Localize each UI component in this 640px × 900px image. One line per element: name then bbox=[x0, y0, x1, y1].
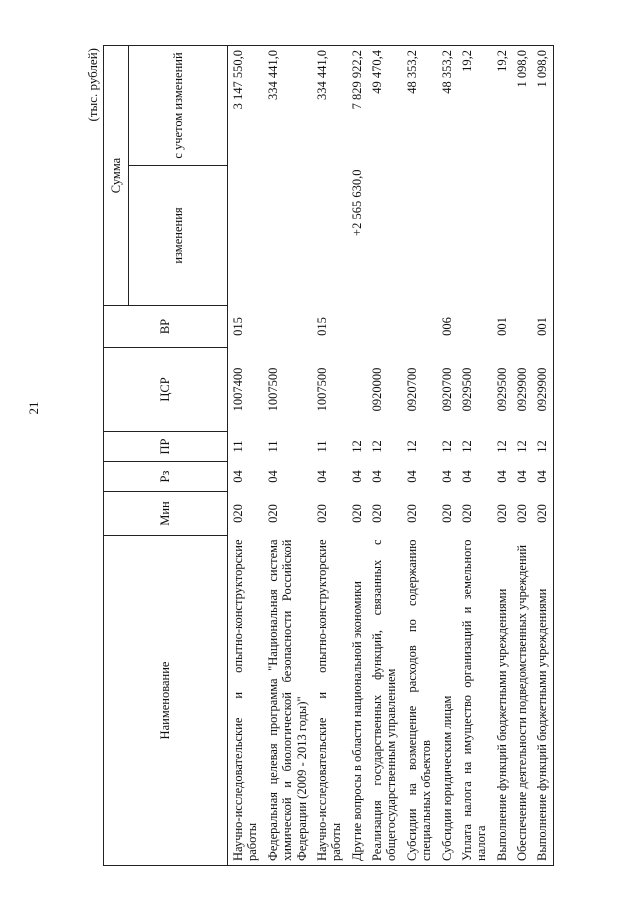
table-row bbox=[492, 46, 512, 866]
row-rz: 04 bbox=[404, 470, 419, 483]
row-name: Реализация государственных функций, связанных с общегосударственным управлением bbox=[367, 536, 402, 866]
row-vr bbox=[402, 306, 437, 348]
row-vr bbox=[512, 306, 532, 348]
row-pr: 11 bbox=[314, 440, 329, 453]
row-rz: 04 bbox=[370, 470, 384, 483]
row-min: 020 bbox=[265, 504, 280, 523]
row-min: 020 bbox=[349, 504, 364, 523]
table-row bbox=[228, 46, 263, 866]
header-changes: изменения bbox=[129, 166, 228, 306]
row-csr: 0929500 bbox=[494, 367, 509, 412]
table-row bbox=[457, 46, 492, 866]
row-name: Обеспечение деятельности подведомственных учреждений bbox=[512, 536, 532, 866]
row-name: Федеральная целевая программа "Национальная система химической и биологической безопасности Российской Федерации (2009 - 2013 годы)" bbox=[263, 536, 312, 866]
row-vr bbox=[457, 306, 492, 348]
header-sum-group: Сумма bbox=[104, 46, 129, 306]
row-name: Субсидии юридическим лицам bbox=[437, 536, 457, 866]
row-pr: 12 bbox=[349, 440, 364, 453]
row-change bbox=[532, 166, 553, 306]
table-row bbox=[437, 46, 457, 866]
row-csr: 0929900 bbox=[515, 367, 529, 412]
row-csr: 0920000 bbox=[370, 367, 384, 412]
budget-table bbox=[103, 45, 554, 866]
row-name: Выполнение функций бюджетными учреждениями bbox=[492, 536, 512, 866]
row-total: 3 147 550,0 bbox=[228, 46, 263, 166]
row-vr: 001 bbox=[494, 317, 509, 336]
row-change bbox=[512, 166, 532, 306]
row-rz: 04 bbox=[314, 470, 329, 483]
row-min: 020 bbox=[532, 492, 553, 536]
row-rz: 04 bbox=[494, 470, 509, 483]
row-name: Уплата налога на имущество организаций и земельного налога bbox=[457, 536, 492, 866]
row-total: 334 441,0 bbox=[312, 46, 347, 166]
row-total: 334 441,0 bbox=[263, 46, 312, 166]
row-min: 020 bbox=[439, 504, 454, 523]
row-change: +2 565 630,0 bbox=[349, 169, 364, 236]
row-csr: 0929500 bbox=[459, 367, 474, 412]
row-name: Научно-исследовательские и опытно-конструкторские работы bbox=[228, 536, 263, 866]
row-total: 1 098,0 bbox=[512, 46, 532, 166]
header-pr: ПР bbox=[104, 432, 228, 462]
row-name: Субсидии на возмещение расходов по содержанию специальных объектов bbox=[402, 536, 437, 866]
row-csr: 0929900 bbox=[532, 348, 553, 432]
row-total: 49 470,4 bbox=[367, 46, 402, 166]
table-row bbox=[512, 46, 532, 866]
row-csr: 1007400 bbox=[231, 367, 245, 412]
row-rz: 04 bbox=[532, 462, 553, 492]
row-vr: 006 bbox=[439, 317, 454, 336]
table-row bbox=[402, 46, 437, 866]
header-rz: Рз bbox=[104, 462, 228, 492]
header-vr: ВР bbox=[104, 306, 228, 348]
row-vr bbox=[263, 306, 312, 348]
row-csr: 1007500 bbox=[314, 367, 329, 412]
table-row bbox=[347, 46, 367, 866]
page-number: 21 bbox=[26, 401, 41, 415]
row-csr bbox=[347, 348, 367, 432]
row-min: 020 bbox=[370, 504, 384, 523]
row-total: 19,2 bbox=[457, 46, 492, 166]
header-csr: ЦСР bbox=[104, 348, 228, 432]
row-csr: 0920700 bbox=[439, 367, 454, 412]
table-body bbox=[228, 46, 554, 866]
table-header bbox=[104, 46, 228, 866]
table-row bbox=[532, 46, 553, 866]
row-total: 7 829 922,2 bbox=[347, 46, 367, 166]
row-rz: 04 bbox=[515, 470, 529, 483]
row-name: Другие вопросы в области национальной экономики bbox=[347, 536, 367, 866]
header-min: Мин bbox=[104, 492, 228, 536]
row-pr: 12 bbox=[439, 440, 454, 453]
units-label: (тыс. рублей) bbox=[85, 48, 100, 122]
row-rz: 04 bbox=[439, 470, 454, 483]
row-total: 48 353,2 bbox=[437, 46, 457, 166]
row-rz: 04 bbox=[459, 470, 474, 483]
row-rz: 04 bbox=[265, 470, 280, 483]
row-change bbox=[228, 166, 263, 306]
row-csr: 0920700 bbox=[404, 367, 419, 412]
table-row bbox=[263, 46, 312, 866]
row-min: 020 bbox=[494, 504, 509, 523]
row-rz: 04 bbox=[231, 470, 245, 483]
row-min: 020 bbox=[314, 504, 329, 523]
row-vr: 001 bbox=[532, 306, 553, 348]
row-vr bbox=[367, 306, 402, 348]
table-row bbox=[312, 46, 347, 866]
rotated-page-content bbox=[85, 46, 570, 866]
row-rz: 04 bbox=[349, 470, 364, 483]
row-name: Выполнение функций бюджетными учреждениями bbox=[532, 536, 553, 866]
row-pr: 12 bbox=[494, 440, 509, 453]
row-min: 020 bbox=[404, 504, 419, 523]
row-csr: 1007500 bbox=[265, 367, 280, 412]
row-pr: 12 bbox=[459, 440, 474, 453]
header-name: Наименование bbox=[104, 536, 228, 866]
row-min: 020 bbox=[459, 504, 474, 523]
row-change bbox=[402, 166, 437, 306]
row-pr: 12 bbox=[532, 432, 553, 462]
row-total: 48 353,2 bbox=[402, 46, 437, 166]
row-total: 19,2 bbox=[492, 46, 512, 166]
row-vr: 015 bbox=[314, 317, 329, 336]
row-change bbox=[457, 166, 492, 306]
row-change bbox=[492, 166, 512, 306]
row-pr: 11 bbox=[265, 440, 280, 453]
row-pr: 12 bbox=[370, 440, 384, 453]
row-change bbox=[437, 166, 457, 306]
row-change bbox=[367, 166, 402, 306]
row-pr: 11 bbox=[231, 440, 245, 453]
row-name: Научно-исследовательские и опытно-конструкторские работы bbox=[312, 536, 347, 866]
header-with-changes: с учетом изменений bbox=[129, 46, 228, 166]
row-pr: 12 bbox=[515, 440, 529, 453]
row-min: 020 bbox=[515, 504, 529, 523]
row-vr: 015 bbox=[231, 317, 245, 336]
row-change bbox=[263, 166, 312, 306]
row-change bbox=[312, 166, 347, 306]
row-min: 020 bbox=[231, 504, 245, 523]
row-vr bbox=[347, 306, 367, 348]
row-total: 1 098,0 bbox=[532, 46, 553, 166]
table-row bbox=[367, 46, 402, 866]
row-pr: 12 bbox=[404, 440, 419, 453]
